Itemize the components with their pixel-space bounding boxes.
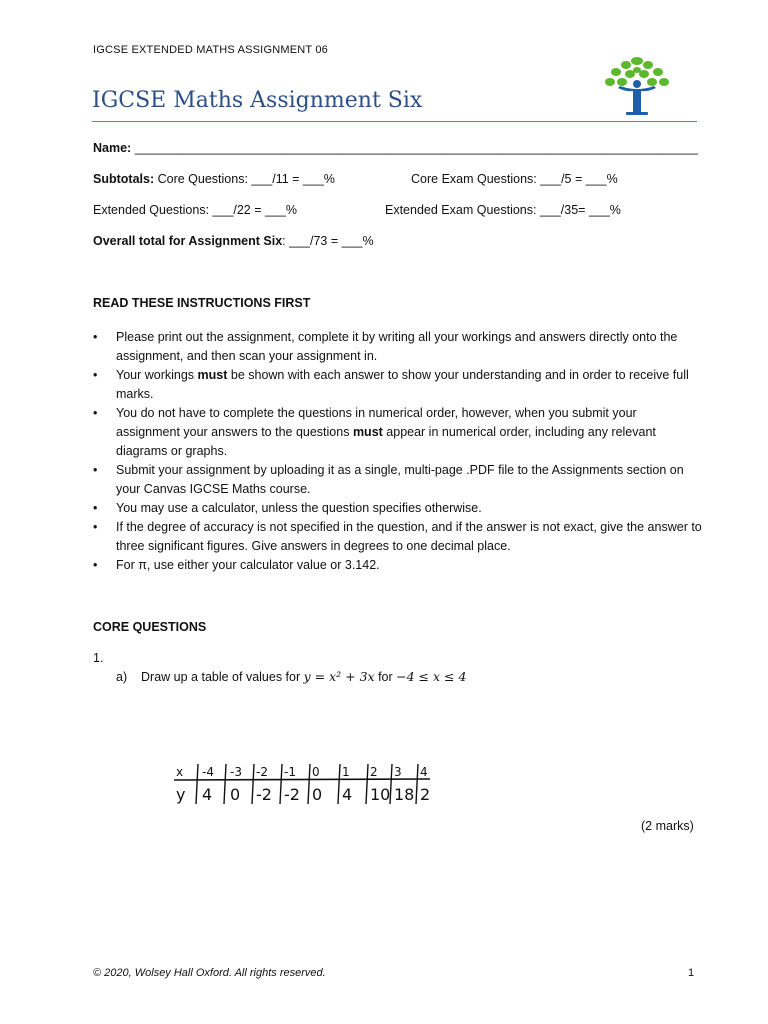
y-value: 18 — [394, 785, 415, 804]
part-label: a) — [116, 670, 128, 684]
range: −4 ≤ x ≤ 4 — [396, 669, 467, 684]
name-row — [93, 141, 698, 155]
subtotals-label: Subtotals: — [93, 172, 155, 186]
question-part-a — [116, 669, 466, 684]
instruction-item: • You may use a calculator, unless the question specifies otherwise. — [93, 499, 703, 518]
instruction-item: • Your workings must be shown with each answer to show your understanding and in order to receive full marks. — [93, 366, 703, 404]
overall-total — [93, 234, 374, 248]
instructions-heading: READ THESE INSTRUCTIONS FIRST — [93, 296, 311, 310]
table-divider — [308, 764, 310, 804]
x-value: -2 — [256, 765, 268, 779]
y-value: -2 — [256, 785, 272, 804]
core-subtotal — [93, 172, 335, 186]
question-number: 1. — [93, 651, 104, 665]
overall-value: : ___/73 = ___% — [282, 234, 374, 248]
name-label: Name: — [93, 141, 132, 155]
y-value: 0 — [230, 785, 241, 804]
tree-person-logo-icon — [604, 54, 670, 116]
part-text: Draw up a table of values for — [141, 670, 304, 684]
x-value: 3 — [394, 765, 402, 779]
y-value: 4 — [342, 785, 353, 804]
table-divider — [280, 764, 282, 804]
page-number: 1 — [688, 967, 695, 979]
x-value: -4 — [202, 765, 214, 779]
overall-label: Overall total for Assignment Six — [93, 234, 283, 248]
instruction-item: • Submit your assignment by uploading it as a single, multi-page .PDF file to the Assignments section on your Canvas IGCSE Maths course. — [93, 461, 703, 499]
table-divider — [366, 764, 368, 804]
instruction-item: • You do not have to complete the questions in numerical order, however, when you submit your assignment your answers to the questions must appear in numerical order, including any relevant diagrams or graphs. — [93, 404, 703, 461]
x-value: x — [176, 765, 184, 779]
y-value: 4 — [202, 785, 213, 804]
y-value: -2 — [284, 785, 300, 804]
name-line: _________________________________________________________________________________ — [134, 141, 698, 155]
marks-label: (2 marks) — [641, 819, 694, 833]
title-divider — [92, 121, 697, 122]
core-questions-score: Core Questions: ___/11 = ___% — [157, 172, 335, 186]
table-divider — [252, 764, 254, 804]
y-value: 0 — [312, 785, 323, 804]
table-divider — [416, 764, 418, 804]
extended-exam-score: Extended Exam Questions: ___/35= ___% — [385, 203, 621, 217]
header-label: IGCSE EXTENDED MATHS ASSIGNMENT 06 — [93, 44, 328, 56]
part-text-mid: for — [374, 670, 397, 684]
extended-questions-score: Extended Questions: ___/22 = ___% — [93, 203, 297, 217]
y-value: y — [176, 785, 186, 804]
equation: y = x² + 3x — [303, 669, 375, 684]
page-title: IGCSE Maths Assignment Six — [92, 88, 423, 113]
x-value: 1 — [342, 765, 350, 779]
x-value: 2 — [370, 765, 378, 779]
instruction-item: • If the degree of accuracy is not specified in the question, and if the answer is not exact, give the answer to three significant figures. Give answers in degrees to one decimal place. — [93, 518, 703, 556]
x-value: 4 — [420, 765, 428, 779]
table-divider — [224, 764, 226, 804]
footer-copyright: © 2020, Wolsey Hall Oxford. All rights reserved. — [93, 967, 326, 979]
x-value: -1 — [284, 765, 296, 779]
x-value: -3 — [230, 765, 242, 779]
handwritten-answer-table — [172, 762, 437, 806]
core-questions-heading: CORE QUESTIONS — [93, 620, 207, 634]
y-value: 2 — [420, 785, 431, 804]
table-divider — [338, 764, 340, 804]
instruction-item: • Please print out the assignment, complete it by writing all your workings and answers directly onto the assignment, and then scan your assignment in. — [93, 328, 703, 366]
y-value: 10 — [370, 785, 391, 804]
table-divider — [196, 764, 198, 804]
x-value: 0 — [312, 765, 320, 779]
instruction-item: • For π, use either your calculator value or 3.142. — [93, 556, 703, 575]
instructions-list — [93, 328, 703, 575]
core-exam-score: Core Exam Questions: ___/5 = ___% — [411, 172, 618, 186]
